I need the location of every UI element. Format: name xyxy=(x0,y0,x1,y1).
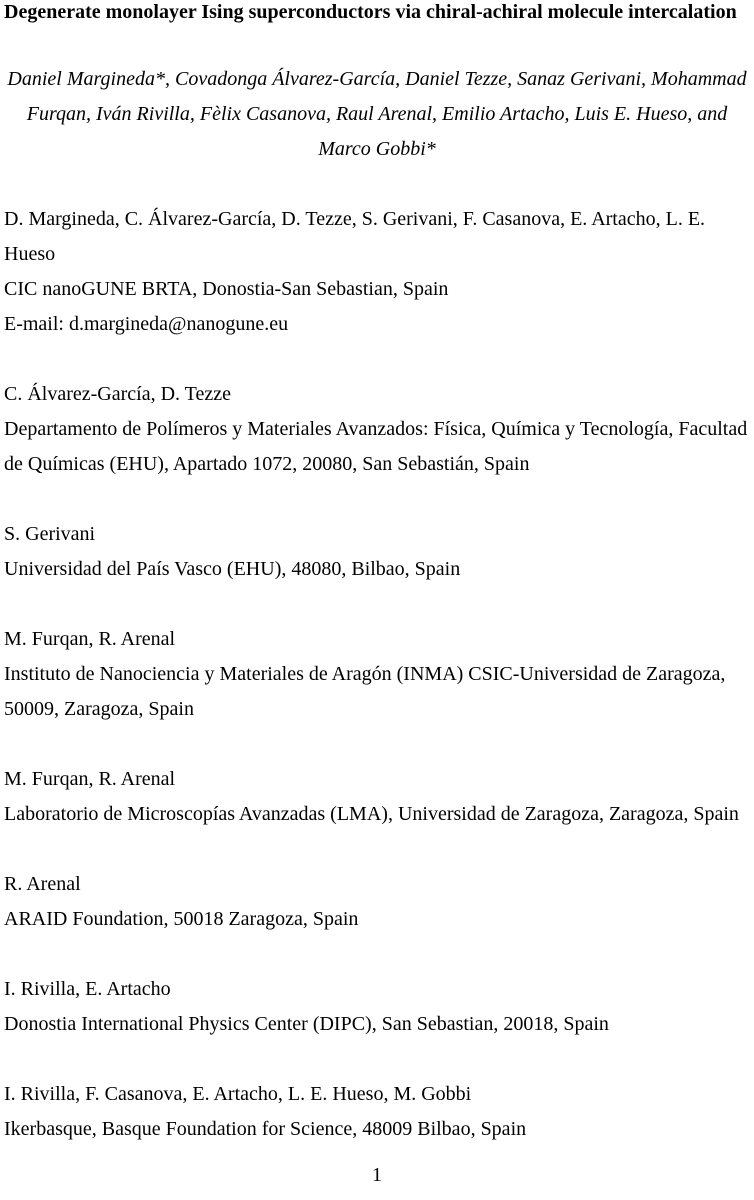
affiliation-block xyxy=(4,1077,750,1147)
affiliation-line: D. Margineda, C. Álvarez-García, D. Tezze, S. Gerivani, F. Casanova, E. Artacho, L. E. xyxy=(4,208,706,230)
affiliation-line: S. Gerivani xyxy=(4,523,96,545)
affiliation-line: M. Furqan, R. Arenal xyxy=(4,628,176,650)
affiliation-block xyxy=(4,762,750,832)
affiliation-line: CIC nanoGUNE BRTA, Donostia-San Sebastian, Spain xyxy=(4,278,449,300)
author-list xyxy=(4,62,750,167)
page-number: 1 xyxy=(372,1164,382,1186)
affiliation-block xyxy=(4,517,750,587)
author-line: Marco Gobbi* xyxy=(318,138,436,160)
paper-title: Degenerate monolayer Ising superconductors via chiral-achiral molecule intercalation xyxy=(4,1,737,23)
affiliation-line: Hueso xyxy=(4,243,56,265)
affiliation-line: Laboratorio de Microscopías Avanzadas (LMA), Universidad de Zaragoza, Zaragoza, Spain xyxy=(4,803,739,825)
affiliation-line: Universidad del País Vasco (EHU), 48080, Bilbao, Spain xyxy=(4,558,461,580)
author-line: Daniel Margineda*, Covadonga Álvarez-García, Daniel Tezze, Sanaz Gerivani, Mohammad xyxy=(7,68,747,90)
affiliation-line: Ikerbasque, Basque Foundation for Science, 48009 Bilbao, Spain xyxy=(4,1118,527,1140)
affiliation-line: Instituto de Nanociencia y Materiales de Aragón (INMA) CSIC-Universidad de Zaragoza, xyxy=(4,663,726,685)
affiliation-line: de Químicas (EHU), Apartado 1072, 20080, San Sebastián, Spain xyxy=(4,453,530,475)
affiliation-line: E-mail: d.margineda@nanogune.eu xyxy=(4,313,289,335)
affiliation-line: Donostia International Physics Center (DIPC), San Sebastian, 20018, Spain xyxy=(4,1013,609,1035)
affiliation-line: M. Furqan, R. Arenal xyxy=(4,768,176,790)
affiliation-line: C. Álvarez-García, D. Tezze xyxy=(4,383,231,405)
author-line: Furqan, Iván Rivilla, Fèlix Casanova, Raul Arenal, Emilio Artacho, Luis E. Hueso, and xyxy=(26,103,728,125)
affiliation-block xyxy=(4,622,750,727)
affiliation-block xyxy=(4,972,750,1042)
affiliation-block xyxy=(4,377,750,482)
affiliation-line: 50009, Zaragoza, Spain xyxy=(4,698,194,720)
affiliation-block xyxy=(4,867,750,937)
affiliation-line: Departamento de Polímeros y Materiales Avanzados: Física, Química y Tecnología, Facultad xyxy=(4,418,748,440)
affiliations xyxy=(4,202,750,1147)
affiliation-line: ARAID Foundation, 50018 Zaragoza, Spain xyxy=(4,908,359,930)
affiliation-block xyxy=(4,202,750,342)
affiliation-line: I. Rivilla, F. Casanova, E. Artacho, L. E. Hueso, M. Gobbi xyxy=(4,1083,472,1105)
affiliation-line: I. Rivilla, E. Artacho xyxy=(4,978,171,1000)
affiliation-line: R. Arenal xyxy=(4,873,81,895)
